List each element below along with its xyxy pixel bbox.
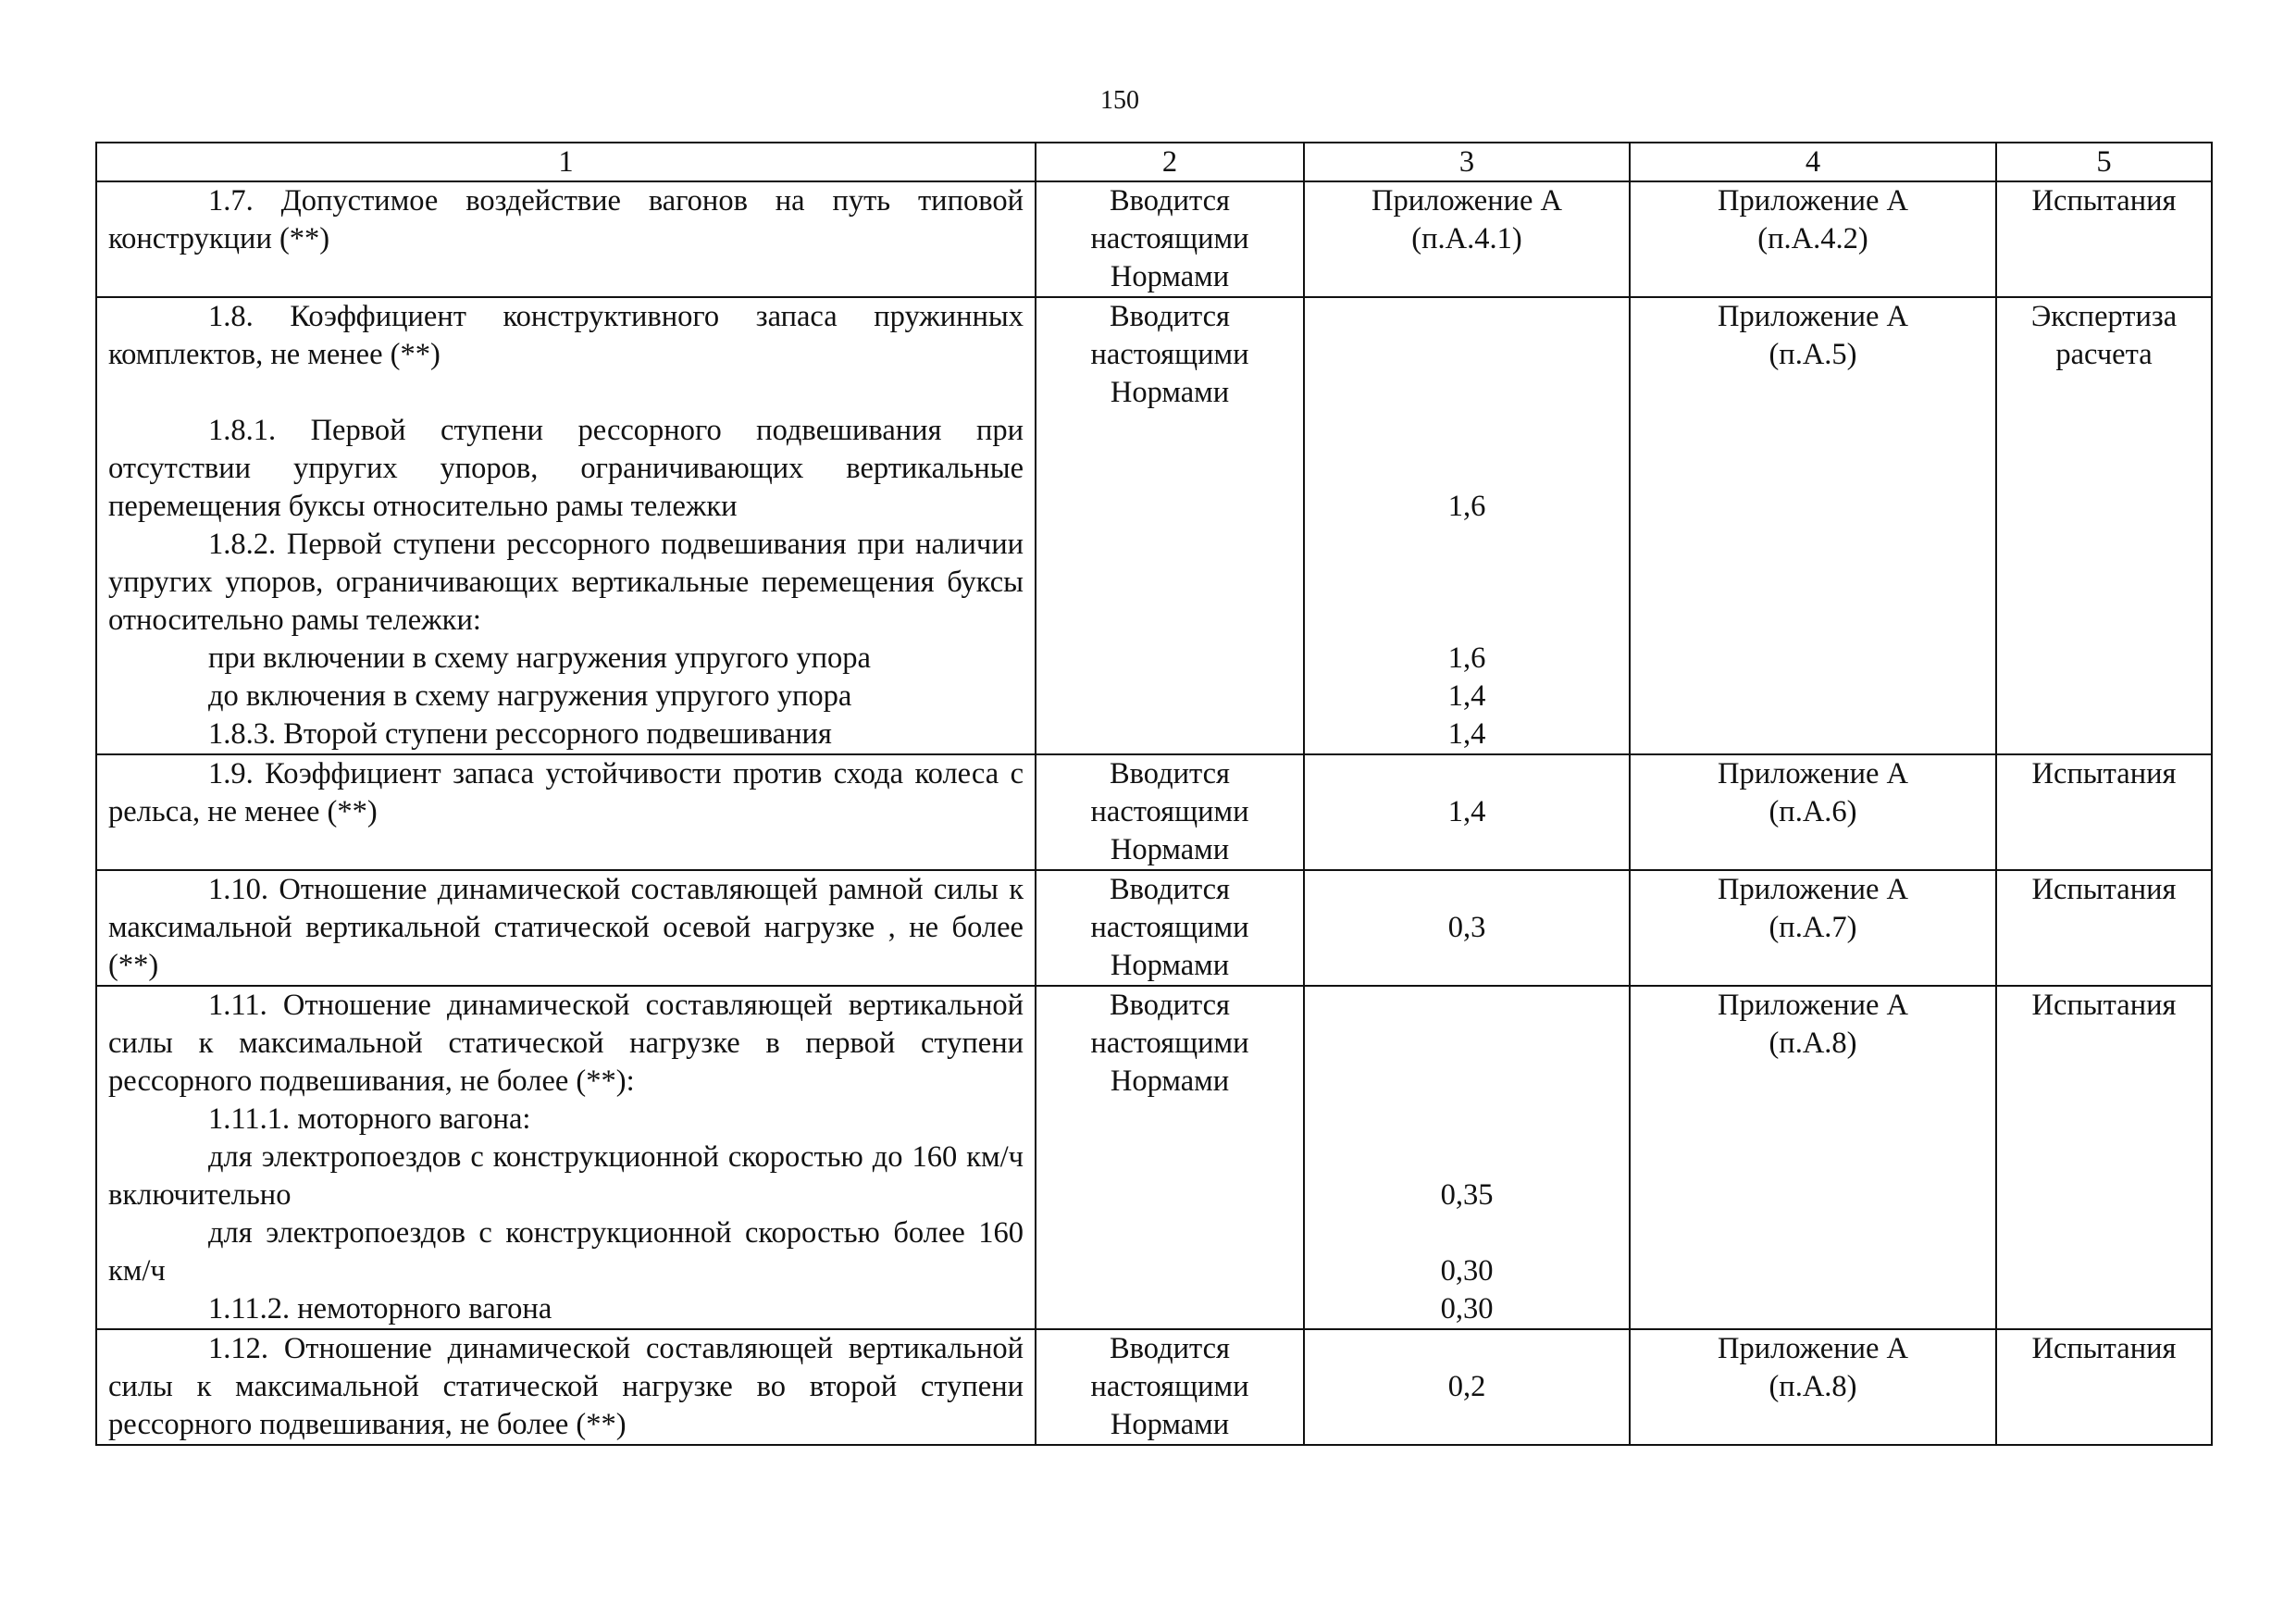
indicator-text: 1.7. Допустимое воздействие вагонов на путь типовой конструкции (**) [108,184,1024,255]
table-header-row [96,143,2212,181]
value-line: 1,4 [1447,795,1486,828]
indicator-text: для электропоездов с конструкционной скоростью до 160 км/ч включительно [108,1140,1024,1212]
method-cell [1630,870,1996,986]
indicator-text: 1.11.1. моторного вагона: [208,1102,531,1136]
value-line: 1,6 [1447,490,1486,523]
indicator-text: при включении в схему нагружения упругого упора [208,641,871,675]
source-cell [1036,986,1304,1329]
source-cell [1036,297,1304,754]
source-line: Нормами [1110,833,1230,866]
value-cell [1304,754,1630,870]
indicator-text: 1.11.2. немоторного вагона [208,1292,552,1326]
value-cell [1304,297,1630,754]
source-line: Вводится [1109,873,1231,906]
indicator-cell [96,297,1036,754]
page-number: 150 [1100,86,1139,115]
source-line: Вводится [1109,300,1231,333]
source-line: настоящими [1090,795,1249,828]
source-line: настоящими [1090,1370,1249,1403]
indicator-text: 1.10. Отношение динамической составляющей рамной силы к максимальной вертикальной статической осевой нагрузке , не более (**) [108,873,1024,982]
value-line: 0,30 [1440,1254,1494,1288]
method-line: (п.А.7) [1769,911,1857,944]
source-cell [1036,1329,1304,1445]
source-cell [1036,870,1304,986]
column-header-1: 1 [96,143,1036,181]
method-line: Приложение А [1717,184,1909,218]
check-cell [1996,1329,2212,1445]
source-line: настоящими [1090,338,1249,371]
check-line: Экспертиза [2030,300,2178,333]
table-row [96,870,2212,986]
value-line: Приложение А [1371,184,1563,218]
column-header-4: 4 [1630,143,1996,181]
requirements-table [95,142,2213,1446]
value-line: 0,30 [1440,1292,1494,1326]
source-line: Вводится [1109,757,1231,790]
table-row [96,754,2212,870]
method-line: (п.А.6) [1769,795,1857,828]
method-line: (п.А.8) [1769,1027,1857,1060]
column-header-2: 2 [1036,143,1304,181]
method-line: (п.А.5) [1769,338,1857,371]
indicator-text: 1.11. Отношение динамической составляющей вертикальной силы к максимальной статической нагрузке в первой ступени рессорного подвешивания, не более (**): [108,989,1024,1098]
check-cell [1996,986,2212,1329]
value-line: 1,4 [1447,679,1486,713]
table-row [96,297,2212,754]
indicator-cell [96,754,1036,870]
source-line: Нормами [1110,376,1230,409]
value-line: 0,2 [1447,1370,1486,1403]
indicator-text: 1.8.1. Первой ступени рессорного подвешивания при отсутствии упругих упоров, ограничивающих вертикальные перемещения буксы относительно рамы тележки [108,414,1024,523]
value-line: 1,4 [1447,717,1486,751]
source-line: Нормами [1110,1408,1230,1441]
source-line: Нормами [1110,1064,1230,1098]
source-cell [1036,754,1304,870]
column-header-5: 5 [1996,143,2212,181]
method-line: Приложение А [1717,1332,1909,1365]
indicator-cell [96,870,1036,986]
method-line: Приложение А [1717,873,1909,906]
check-cell [1996,754,2212,870]
indicator-text: для электропоездов с конструкционной скоростью более 160 км/ч [108,1216,1024,1288]
indicator-text: 1.12. Отношение динамической составляющей вертикальной силы к максимальной статической нагрузке во второй ступени рессорного подвешивания, не более (**) [108,1332,1024,1441]
value-cell [1304,986,1630,1329]
method-cell [1630,297,1996,754]
source-line: Нормами [1110,949,1230,982]
indicator-text: 1.8. Коэффициент конструктивного запаса пружинных комплектов, не менее (**) [108,300,1024,371]
table-row [96,1329,2212,1445]
value-line: 0,35 [1440,1178,1494,1212]
value-line: 0,3 [1447,911,1486,944]
method-line: (п.А.4.2) [1757,222,1868,255]
indicator-cell [96,181,1036,297]
indicator-text: 1.8.3. Второй ступени рессорного подвешивания [208,717,832,751]
check-cell [1996,870,2212,986]
method-cell [1630,181,1996,297]
value-cell [1304,870,1630,986]
table-row [96,986,2212,1329]
value-cell [1304,181,1630,297]
source-line: Вводится [1109,184,1231,218]
method-line: Приложение А [1717,757,1909,790]
source-line: настоящими [1090,222,1249,255]
source-line: Вводится [1109,1332,1231,1365]
method-line: Приложение А [1717,989,1909,1022]
check-line: Испытания [2031,873,2177,906]
method-line: Приложение А [1717,300,1909,333]
method-line: (п.А.8) [1769,1370,1857,1403]
method-cell [1630,986,1996,1329]
check-line: Испытания [2031,1332,2177,1365]
indicator-cell [96,986,1036,1329]
value-cell [1304,1329,1630,1445]
source-line: настоящими [1090,911,1249,944]
column-header-3: 3 [1304,143,1630,181]
check-line: Испытания [2031,989,2177,1022]
table-row [96,181,2212,297]
source-cell [1036,181,1304,297]
check-line: Испытания [2031,757,2177,790]
source-line: настоящими [1090,1027,1249,1060]
check-cell [1996,181,2212,297]
indicator-text: 1.8.2. Первой ступени рессорного подвешивания при наличии упругих упоров, ограничивающих вертикальные перемещения буксы относительно рамы тележки: [108,528,1024,637]
indicator-text: 1.9. Коэффициент запаса устойчивости против схода колеса с рельса, не менее (**) [108,757,1024,828]
value-line: (п.А.4.1) [1411,222,1522,255]
check-line: расчета [2055,338,2153,371]
indicator-text: до включения в схему нагружения упругого упора [208,679,852,713]
check-line: Испытания [2031,184,2177,218]
source-line: Нормами [1110,260,1230,293]
source-line: Вводится [1109,989,1231,1022]
method-cell [1630,754,1996,870]
value-line: 1,6 [1447,641,1486,675]
check-cell [1996,297,2212,754]
indicator-cell [96,1329,1036,1445]
method-cell [1630,1329,1996,1445]
